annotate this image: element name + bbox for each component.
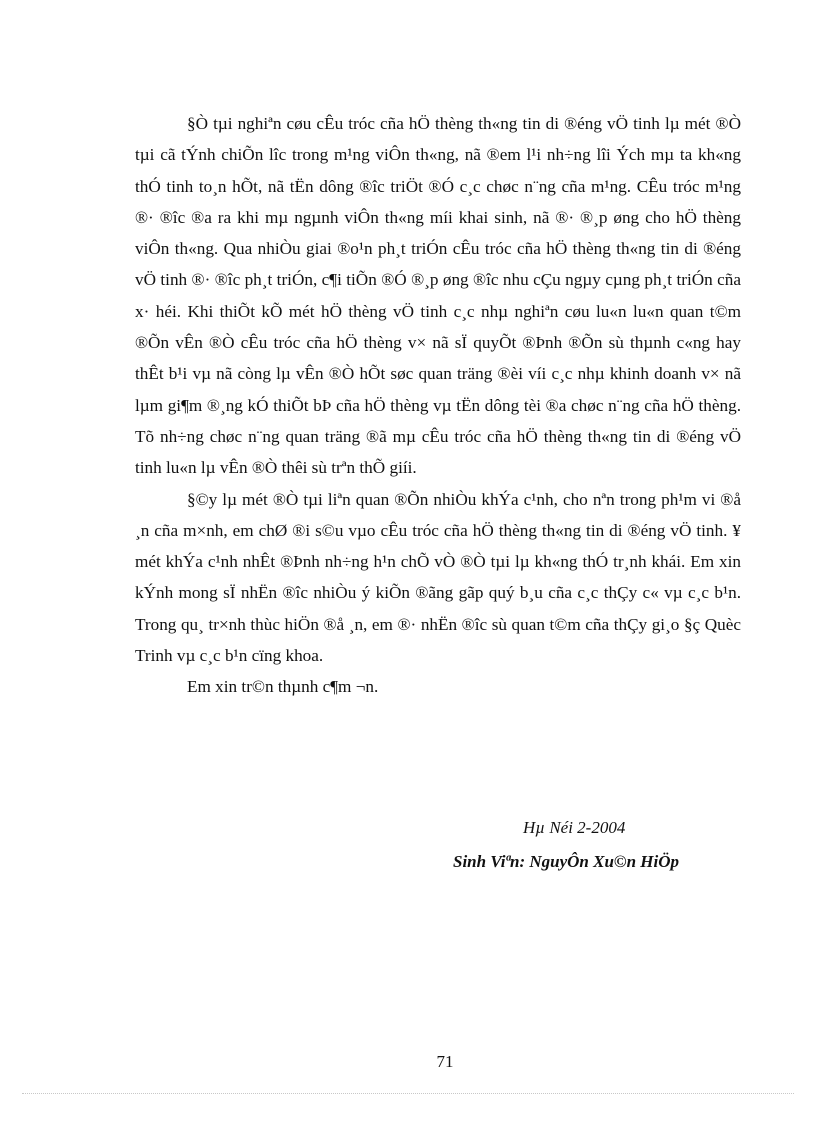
paragraph-intro: §Ò tµi nghiªn cøu cÊu tróc cña hÖ thèng th«ng tin di ®éng vÖ tinh lµ mét ®Ò tµi cã tÝnh chiÕn lîc trong m¹ng viÔn th«ng, nã ®em l¹i nh÷ng lîi Ých mµ ta kh«ng thÓ tinh to¸n hÕt, nã tËn dông ®îc triÖt ®Ó c¸c chøc n¨ng cña m¹ng. CÊu tróc m¹ng ®· ®îc ®a ra khi mµ ngµnh viÔn th«ng míi khai sinh, nã ®· ®¸p øng cho hÖ thèng viÔn th«ng. Qua nhiÒu giai ®o¹n ph¸t triÓn cÊu tróc cña hÖ thèng th«ng tin di ®éng vÖ tinh ®· ®îc ph¸t triÓn, c¶i tiÕn ®Ó ®¸p øng ®îc nhu cÇu ngµy cµng ph¸t triÓn cña x· héi. Khi thiÕt kÕ mét hÖ thèng vÖ tinh c¸c nhµ nghiªn cøu lu«n lu«n quan t©m ®Õn vÊn ®Ò cÊu tróc cña hÖ thèng v× nã sÏ quyÕt ®Þnh ®Õn sù thµnh c«ng hay thÊt b¹i vµ nã còng lµ vÊn ®Ò hÕt søc quan träng ®èi víi c¸c nhµ khinh doanh v× nã lµm gi¶m ®¸ng kÓ thiÕt bÞ cña hÖ thèng vµ tËn dông tèi ®a chøc n¨ng cña hÖ thèng. Tõ nh÷ng chøc n¨ng quan träng ®ã mµ cÊu tróc cña hÖ thèng th«ng tin di ®éng vÖ tinh lu«n lµ vÊn ®Ò thêi sù trªn thÕ giíi. [135, 114, 741, 478]
page-bottom-divider [22, 1093, 794, 1094]
paragraph-scope: §©y lµ mét ®Ò tµi liªn quan ®Õn nhiÒu khÝa c¹nh, cho nªn trong ph¹m vi ®å ¸n cña m×nh, em chØ ®i s©u vµo cÊu tróc cña hÖ thèng th«ng tin di ®éng vÖ tinh. ¥ mét khÝa c¹nh nhÊt ®Þnh nh÷ng h¹n chÕ vÒ ®Ò tµi lµ kh«ng thÓ tr¸nh khái. Em xin kÝnh mong sÏ nhËn ®îc nhiÒu ý kiÕn ®ãng gãp quý b¸u cña c¸c thÇy c« vµ c¸c b¹n. Trong qu¸ tr×nh thùc hiÖn ®å ¸n, em ®· nhËn ®îc sù quan t©m cña thÇy gi¸o §ç Quèc Trinh vµ c¸c b¹n cïng khoa. [135, 489, 741, 666]
paragraph-thanks: Em xin tr©n thµnh c¶m ¬n. [187, 677, 379, 697]
page-number: 71 [436, 1052, 454, 1071]
body-text [135, 108, 741, 703]
author-name: Sinh Viªn: NguyÔn Xu©n HiÖp [453, 852, 680, 871]
place-date: Hµ Néi 2-2004 [523, 818, 626, 837]
